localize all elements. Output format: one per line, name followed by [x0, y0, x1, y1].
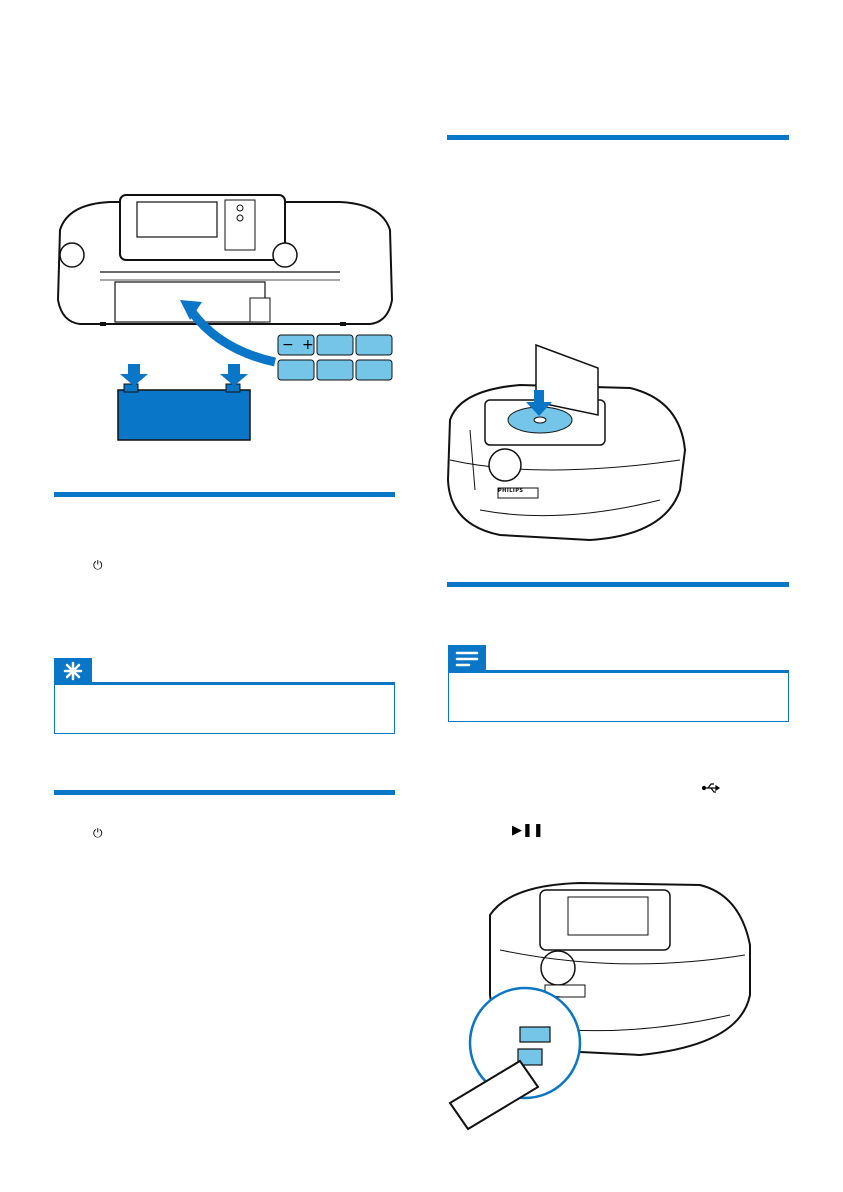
note-box — [448, 672, 789, 722]
note-icon — [448, 645, 486, 672]
section-divider-1 — [54, 492, 395, 497]
page-bottom-edge — [0, 1188, 843, 1192]
section-divider-3 — [447, 135, 789, 140]
battery-minus-sign: − — [282, 337, 294, 353]
battery-install-illustration — [40, 190, 410, 450]
usb-icon — [702, 782, 720, 797]
brand-plate: PHILIPS — [498, 488, 524, 494]
tip-box — [54, 684, 395, 734]
tip-icon — [54, 658, 92, 684]
section-divider-2 — [54, 790, 395, 795]
section-divider-4 — [447, 582, 789, 587]
battery-set — [278, 335, 392, 380]
power-icon: ⏻ — [93, 558, 103, 572]
cd-insert-illustration — [440, 340, 700, 545]
usb-connect-illustration — [440, 865, 770, 1150]
power-icon: ⏻ — [93, 826, 103, 840]
battery-plus-sign: + — [302, 337, 314, 353]
play-pause-icon: ▶❚❚ — [512, 823, 544, 838]
